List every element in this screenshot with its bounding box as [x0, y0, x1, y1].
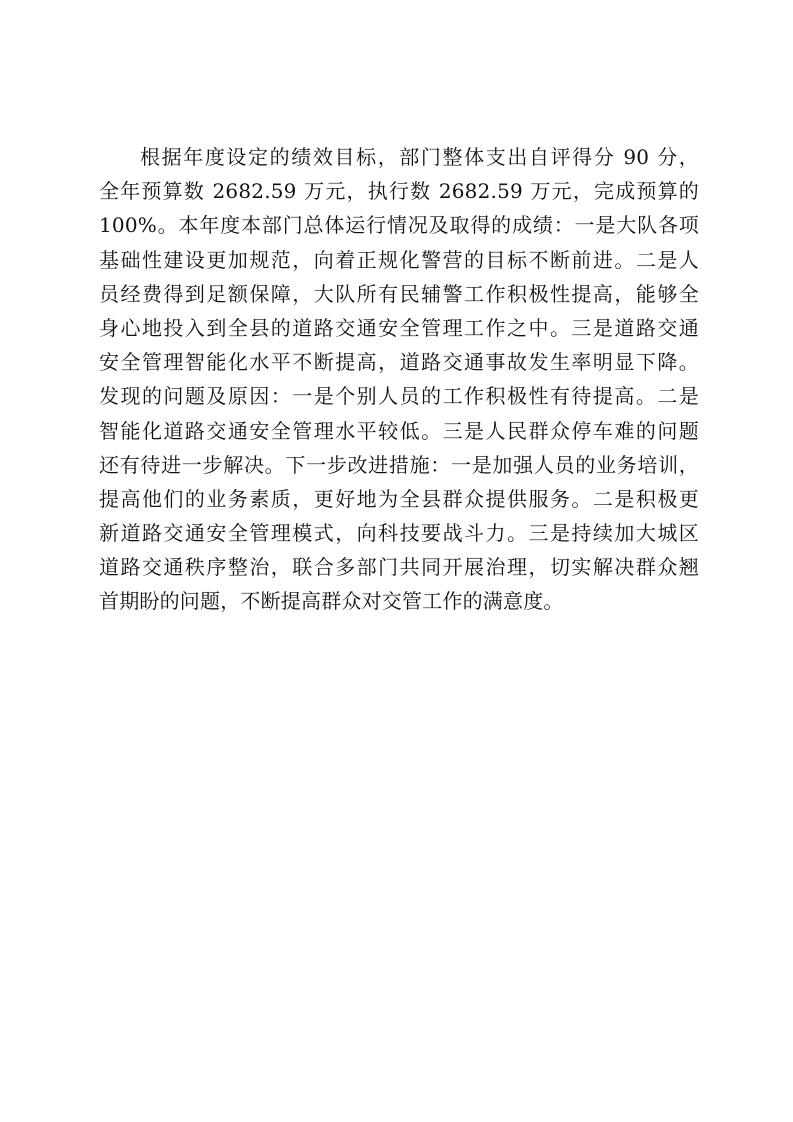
paragraph-line: 提高他们的业务素质，更好地为全县群众提供服务。二是积极更	[99, 486, 699, 511]
paragraph-line: 根据年度设定的绩效目标，部门整体支出自评得分 90 分，	[140, 145, 699, 169]
paragraph-line: 身心地投入到全县的道路交通安全管理工作之中。三是道路交通	[99, 315, 699, 340]
paragraph-line: 100%。本年度本部门总体运行情况及取得的成绩：一是大队各项	[99, 213, 699, 238]
paragraph-line: 首期盼的问题，不断提高群众对交管工作的满意度。	[99, 589, 564, 614]
paragraph-line: 道路交通秩序整治，联合多部门共同开展治理，切实解决群众翘	[99, 555, 699, 580]
body-paragraph	[99, 140, 699, 619]
paragraph-line: 基础性建设更加规范，向着正规化警营的目标不断前进。二是人	[99, 247, 699, 272]
paragraph-line: 全年预算数 2682.59 万元，执行数 2682.59 万元，完成预算的	[99, 179, 699, 204]
paragraph-line: 智能化道路交通安全管理水平较低。三是人民群众停车难的问题	[99, 418, 699, 443]
paragraph-line: 新道路交通安全管理模式，向科技要战斗力。三是持续加大城区	[99, 521, 699, 546]
paragraph-line: 员经费得到足额保障，大队所有民辅警工作积极性提高，能够全	[99, 281, 699, 306]
paragraph-line: 发现的问题及原因：一是个别人员的工作积极性有待提高。二是	[99, 384, 699, 409]
paragraph-line: 安全管理智能化水平不断提高，道路交通事故发生率明显下降。	[99, 350, 699, 375]
paragraph-line: 还有待进一步解决。下一步改进措施：一是加强人员的业务培训，	[99, 452, 699, 477]
